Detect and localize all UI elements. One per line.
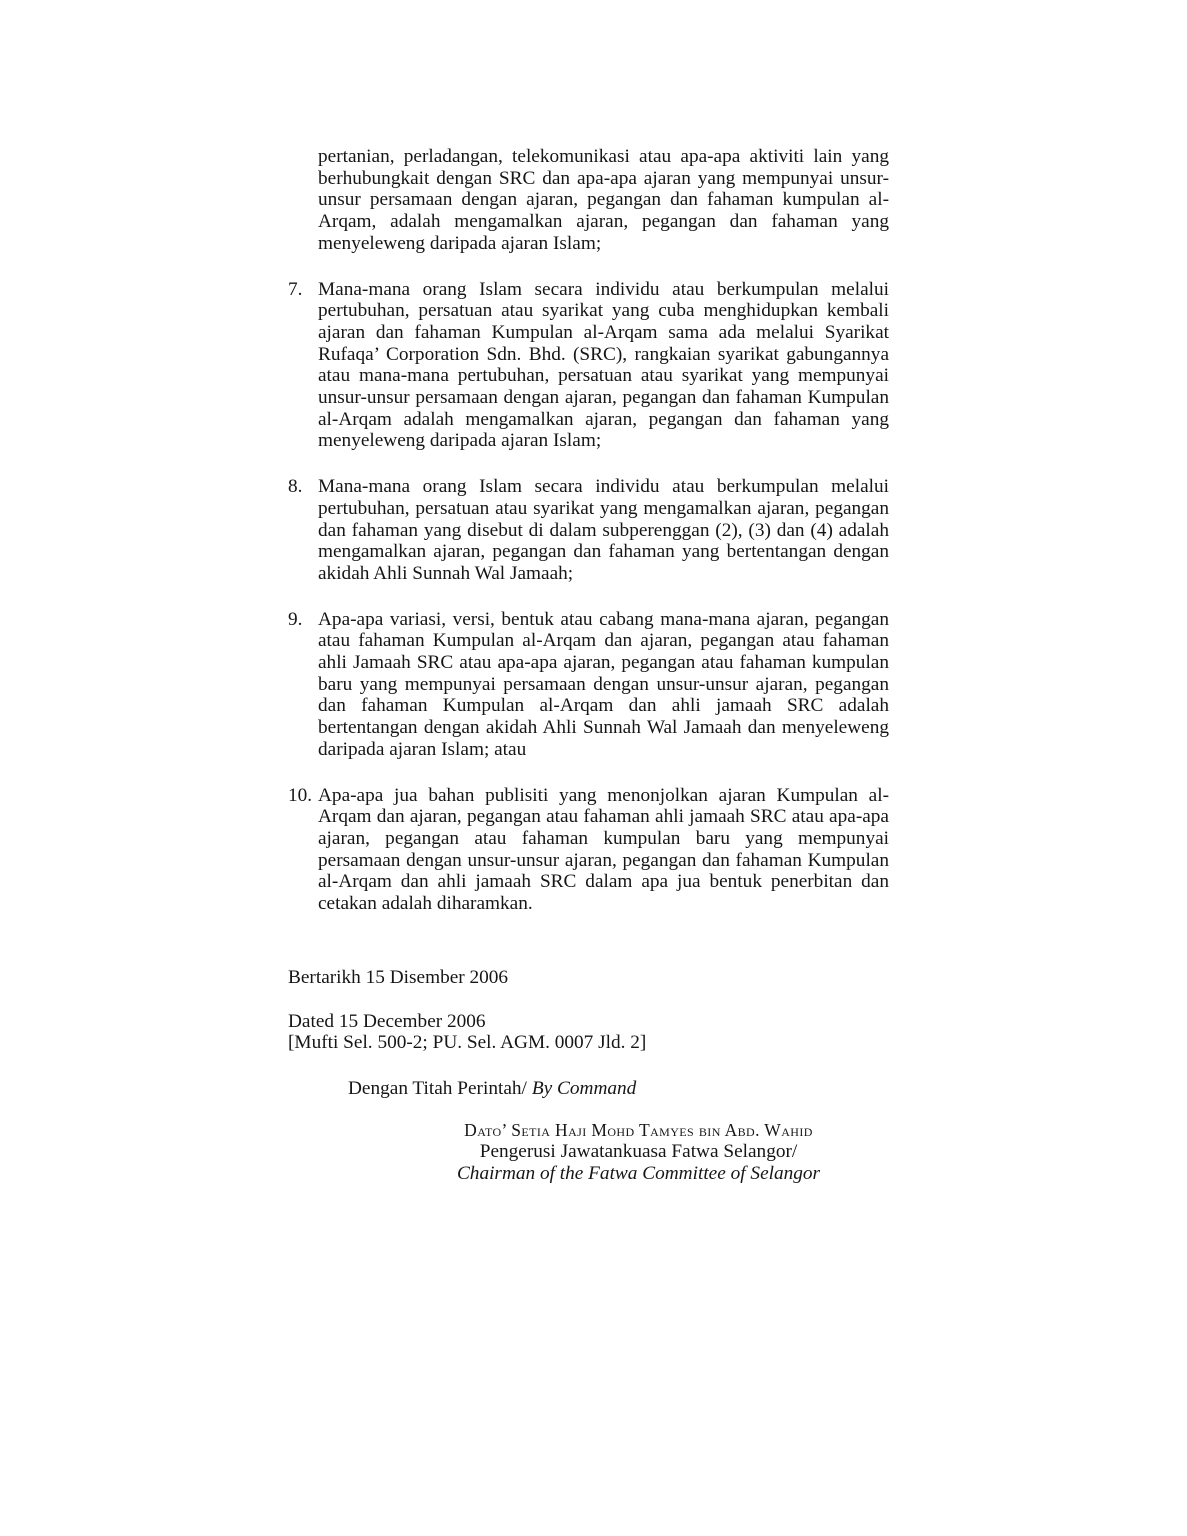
signatory-title-malay: Pengerusi Jawatankuasa Fatwa Selangor/ [479, 1141, 798, 1163]
reference-line: [Mufti Sel. 500-2; PU. Sel. AGM. 0007 Jld. 2] [288, 1032, 647, 1054]
numbered-item-10 [288, 785, 889, 915]
signatory-title-english: Chairman of the Fatwa Committee of Selangor [456, 1163, 821, 1185]
date-line-malay: Bertarikh 15 Disember 2006 [288, 966, 509, 988]
numbered-item-9 [288, 609, 889, 761]
item-8-text: Mana-mana orang Islam secara individu atau berkumpulan melalui pertubuhan, persatuan atau syarikat yang mengamalkan ajaran, pegangan dan fahaman yang disebut di dalam subperenggan (2), (3) dan (4) adalah mengamalkan ajaran, pegangan dan fahaman yang bertentangan dengan akidah Ahli Sunnah Wal Jamaah; [318, 476, 889, 584]
signature-block [388, 1120, 889, 1185]
signatory-name: Dato’ Setia Haji Mohd Tamyes bin Abd. Wahid [464, 1119, 813, 1140]
document-content [288, 146, 889, 1185]
date-line-english: Dated 15 December 2006 [288, 1010, 486, 1032]
command-line [348, 1078, 889, 1100]
item-7-number: 7. [288, 278, 303, 300]
item-9-number: 9. [288, 608, 303, 630]
item-9-text: Apa-apa variasi, versi, bentuk atau cabang mana-mana ajaran, pegangan atau fahaman Kumpulan al-Arqam dan ajaran, pegangan atau fahaman ahli Jamaah SRC atau apa-apa ajaran, pegangan atau fahaman kumpulan baru yang mempunyai persamaan dengan unsur-unsur ajaran, pegangan dan fahaman Kumpulan al-Arqam dan ahli jamaah SRC adalah bertentangan dengan akidah Ahli Sunnah Wal Jamaah dan menyeleweng daripada ajaran Islam; atau [318, 608, 889, 760]
command-line-malay: Dengan Titah Perintah/ [348, 1077, 527, 1099]
item-8-number: 8. [288, 476, 303, 498]
numbered-item-7 [288, 279, 889, 453]
numbered-item-8 [288, 476, 889, 585]
continuation-paragraph: pertanian, perladangan, telekomunikasi atau apa-apa aktiviti lain yang berhubungkait dengan SRC dan apa-apa ajaran yang mempunyai unsur-unsur persamaan dengan ajaran, pegangan dan fahaman kumpulan al-Arqam, adalah mengamalkan ajaran, pegangan dan fahaman yang menyeleweng daripada ajaran Islam; [318, 146, 889, 254]
item-10-text: Apa-apa jua bahan publisiti yang menonjolkan ajaran Kumpulan al-Arqam dan ajaran, pegangan atau fahaman ahli jamaah SRC atau apa-apa ajaran, pegangan atau fahaman kumpulan baru yang mempunyai persamaan dengan unsur-unsur ajaran, pegangan dan fahaman Kumpulan al-Arqam dan ahli jamaah SRC dalam apa jua bentuk penerbitan dan cetakan adalah diharamkan. [318, 784, 889, 915]
item-7-text: Mana-mana orang Islam secara individu atau berkumpulan melalui pertubuhan, persatuan atau syarikat yang cuba menghidupkan kembali ajaran dan fahaman Kumpulan al-Arqam sama ada melalui Syarikat Rufaqa’ Corporation Sdn. Bhd. (SRC), rangkaian syarikat gabungannya atau mana-mana pertubuhan, persatuan atau syarikat yang mempunyai unsur-unsur persamaan dengan ajaran, pegangan dan fahaman Kumpulan al-Arqam adalah mengamalkan ajaran, pegangan dan fahaman yang menyeleweng daripada ajaran Islam; [318, 278, 889, 452]
command-line-english: By Command [531, 1077, 637, 1099]
item-10-number: 10. [288, 784, 313, 806]
